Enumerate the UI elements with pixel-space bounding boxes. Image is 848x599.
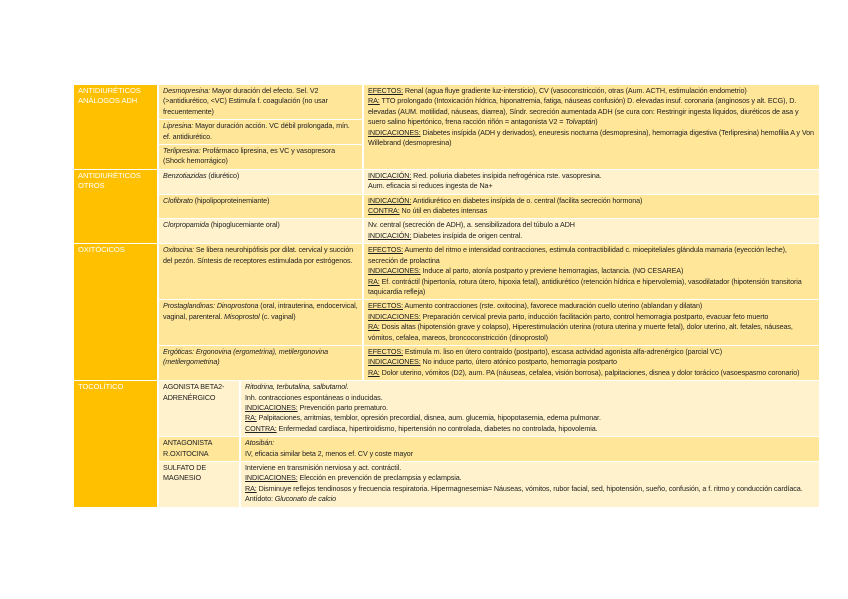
text-segment: Se libera neurohipófisis por dilat. cervical y succión del pezón. Síntesis de receptores estimulada por estrógenos. — [163, 245, 354, 265]
section-label: EFECTOS: — [368, 245, 404, 255]
text-line — [163, 301, 358, 322]
text-segment: Mayor duración acción. VC débil prolongada, mín. ef. antidiurético. — [163, 121, 350, 141]
text-line — [368, 368, 815, 378]
text-segment: Gluconato de calcio — [274, 494, 337, 504]
section-label: INDICACIONES: — [368, 266, 421, 276]
category-label: ANTIDIURÉTICOS ANÁLOGOS ADH — [78, 86, 141, 106]
text-segment: No induce parto, útero atónico postparto, hemorragia postparto — [420, 357, 617, 367]
text-segment: Dosis altas (hipotensión grave y colapso), Hiperestimulación uterina (rotura uterina y muerte fetal), dolor uterino, alt. fetales, náuseas, vómitos, cefalea, mareos, broncoconstricción (dinoprostol) — [368, 322, 793, 342]
text-line — [163, 121, 358, 142]
drug-cell — [159, 195, 362, 219]
text-segment: Terlipresina: — [163, 146, 201, 156]
table-row — [74, 170, 819, 194]
drug-cell — [159, 346, 362, 380]
section-label: RA: — [245, 483, 257, 493]
drug-cell — [159, 120, 362, 144]
detail-cell — [241, 381, 819, 436]
text-segment: Elección en prevención de preclampsia y eclampsia. — [297, 473, 462, 483]
section-label: RA: — [368, 322, 380, 332]
text-line — [163, 196, 358, 206]
text-line — [368, 171, 815, 181]
text-segment: Antidiurético en diabetes insípida de o. central (facilita secreción hormona) — [411, 195, 643, 205]
text-segment: Aumento del ritmo e intensidad contracciones, estimula contractibilidad c. mioepiteliales glándula mamaria (eyección leche), secreción de prolactina — [368, 245, 787, 265]
text-line — [163, 463, 235, 484]
text-segment: Prevención parto prematuro. — [297, 402, 388, 412]
text-segment: Clofibrato — [163, 195, 193, 205]
text-segment: Renal (agua fluye gradiente luz-intersticio), CV (vasoconstricción, otras (Aum. ACTH, estimulación endometrio) — [403, 86, 747, 95]
detail-cell — [364, 244, 819, 299]
section-label: INDICACIONES: — [368, 127, 421, 137]
drug-cell — [159, 244, 362, 299]
text-line — [163, 438, 235, 459]
text-line — [163, 382, 235, 403]
drug-cell — [159, 145, 362, 169]
text-line — [368, 357, 815, 367]
text-segment: Misoprostol — [224, 311, 260, 321]
text-segment: No útil en diabetes intensas — [399, 206, 488, 216]
section-label: EFECTOS: — [368, 86, 404, 95]
text-line — [368, 245, 815, 266]
subcategory-cell — [159, 437, 239, 461]
section-label: RA: — [245, 413, 257, 423]
section-label: RA: — [368, 96, 380, 106]
text-segment: Ef. contráctil (hipertonía, rotura útero, hipoxia fetal), antidiurético (retención hídrica e hipervolemia), vasodilatador (hipotensión transitoria taquicardia refleja) — [368, 276, 802, 296]
text-segment: Tolvaptán — [565, 117, 596, 127]
detail-cell — [364, 219, 819, 243]
text-segment: Diabetes insípida (ADH y derivados), eneuresis nocturna (desmopresina), hemorragia digestiva (Terlipresina) hemofilia A y Von Willebrand (desmopresina) — [368, 127, 814, 148]
detail-cell — [364, 85, 819, 169]
text-segment: Prostaglandinas: Dinoprostona — [163, 301, 259, 311]
text-segment: Aumento contracciones (rste. oxitocina), favorece maduración cuello uterino (ablandan y dilatan) — [403, 301, 703, 311]
text-line — [368, 312, 815, 322]
text-line — [245, 484, 815, 505]
text-segment: (hipoglucemiante oral) — [208, 220, 280, 230]
text-segment: Interviene en transmisión nerviosa y act. contráctil. — [245, 463, 402, 472]
drug-cell — [159, 170, 362, 194]
text-line — [163, 245, 358, 266]
table-row — [74, 219, 819, 243]
text-segment: Desmopresina: — [163, 86, 211, 95]
section-label: INDICACIONES: — [368, 311, 421, 321]
text-segment: Lipresina: — [163, 121, 194, 131]
section-label: RA: — [368, 276, 380, 286]
text-segment: Estimula m. liso en útero contraído (postparto), escasa actividad agonista alfa-adrenérgico (parcial VC) — [403, 346, 723, 356]
detail-cell — [241, 437, 819, 461]
table-row — [74, 195, 819, 219]
category-cell — [74, 244, 157, 380]
text-segment: Ergóticas: Ergonovina (ergometrina), metilergonovina (metilergometrina) — [163, 346, 328, 367]
section-label: CONTRA: — [368, 206, 400, 216]
text-line — [245, 393, 815, 403]
text-line — [368, 220, 815, 230]
text-segment: IV, eficacia similar beta 2, menos ef. CV y coste mayor — [245, 448, 414, 458]
text-segment: Induce al parto, atonía postparto y previene hemorragias, lactancia. (NO CESAREA) — [420, 266, 684, 276]
subcategory-cell — [159, 462, 239, 507]
text-segment: TTO prolongado (Intoxicación hídrica, hiponatremia, fatiga, náuseas confusión) D. elevadas insuf. coronaria (anginosos y alt. ECG), D. elevadas (AUM. motilidad, náuseas, diarrea), Síndr. secreción aumentada ADH (se cura con: Restringir ingesta líquidos, diuréticos de asa y suero salino hipertónico, frena racción riñón = antagonista V2 = — [368, 96, 799, 127]
text-segment: ) — [595, 117, 598, 127]
table-row — [74, 244, 819, 299]
drug-cell — [159, 219, 362, 243]
text-segment: Profármaco lipresina, es VC y vasopresora (Shock hemorrágico) — [163, 146, 336, 166]
text-line — [368, 86, 815, 96]
text-line — [368, 322, 815, 343]
text-segment: Disminuye reflejos tendinosos y frecuencia respiratoria. Hipermagnesemia= Náuseas, vómitos, rubor facial, sed, hipotensión, sueño, confusión, a f. ritmo y conducción cardíaca. Antídoto: — [245, 483, 803, 504]
text-segment: Palpitaciones, arritmias, temblor, opresión precordial, disnea, aum. glucemia, hipopotasemia, edema pulmonar. — [256, 413, 601, 423]
table-row — [74, 437, 819, 461]
text-segment: (c. vaginal) — [259, 311, 296, 321]
text-line — [368, 128, 815, 149]
text-segment: (hipolipoproteinemiante) — [192, 195, 270, 205]
text-line — [368, 96, 815, 127]
table-row — [74, 85, 819, 119]
text-segment: SULFATO DE MAGNESIO — [163, 463, 207, 483]
text-line — [163, 146, 358, 167]
text-line — [163, 220, 358, 230]
text-line — [245, 438, 815, 448]
text-line — [368, 206, 815, 216]
detail-cell — [364, 195, 819, 219]
table-row — [74, 300, 819, 345]
drug-cell — [159, 300, 362, 345]
text-line — [245, 413, 815, 423]
text-line — [245, 424, 815, 434]
text-segment: (oral, intrauterina, endocervical, vaginal, parenteral. — [163, 301, 358, 321]
detail-cell — [364, 170, 819, 194]
section-label: CONTRA: — [245, 423, 277, 433]
text-line — [245, 403, 815, 413]
category-cell — [74, 85, 157, 169]
text-segment: Atosibán: — [245, 438, 275, 448]
section-label: INDICACIÓN: — [368, 230, 412, 240]
text-segment: Benzotiazidas — [163, 170, 207, 180]
text-line — [368, 347, 815, 357]
category-cell — [74, 381, 157, 506]
text-segment: Red. poliuria diabetes insípida nefrogénica rste. vasopresina. — [411, 170, 602, 180]
text-segment: Preparación cervical previa parto, inducción facilitación parto, control hemorragia postparto, evacuar feto muerto — [420, 311, 769, 321]
text-line — [163, 347, 358, 368]
drug-cell — [159, 85, 362, 119]
detail-cell — [241, 462, 819, 507]
text-segment: Nv. central (secreción de ADH), a. sensibilizadora del túbulo a ADH — [368, 220, 575, 230]
section-label: EFECTOS: — [368, 301, 404, 311]
table-row — [74, 381, 819, 436]
text-segment: Mayor duración del efecto. Sel. V2 (>antidiurético, <VC) Estimula f. coagulación (no usar frecuentemente) — [163, 86, 328, 116]
section-label: INDICACIONES: — [245, 402, 298, 412]
text-line — [368, 277, 815, 298]
text-line — [245, 449, 815, 459]
section-label: INDICACIÓN: — [368, 195, 412, 205]
text-segment: Aum. eficacia si reduces ingesta de Na+ — [368, 181, 493, 191]
text-segment: ANTAGONISTA R.OXITOCINA — [163, 438, 212, 458]
text-segment: Dolor uterino, vómitos (D2), aum. PA (náuseas, cefalea, visión borrosa), palpitaciones, disnea y dolor torácico (vasoespasmo coronario) — [379, 367, 800, 377]
section-label: INDICACIONES: — [245, 473, 298, 483]
text-line — [163, 86, 358, 117]
section-label: RA: — [368, 367, 380, 377]
table-row — [74, 346, 819, 380]
category-cell — [74, 170, 157, 243]
text-line — [245, 473, 815, 483]
text-line — [368, 196, 815, 206]
drug-table — [72, 84, 821, 508]
drug-table-body — [74, 85, 819, 507]
text-line — [163, 171, 358, 181]
table-row — [74, 462, 819, 507]
section-label: INDICACIÓN: — [368, 170, 412, 180]
text-segment: Diabetes insípida de origen central. — [411, 230, 523, 240]
subcategory-cell — [159, 381, 239, 436]
text-line — [368, 181, 815, 191]
section-label: INDICACIONES: — [368, 357, 421, 367]
text-line — [368, 231, 815, 241]
text-segment: Oxitocina: — [163, 245, 194, 255]
text-segment: (diurético) — [206, 170, 240, 180]
category-label: TOCOLÍTICO — [78, 382, 124, 392]
category-label: ANTIDIURÉTICOS OTROS — [78, 170, 141, 191]
text-segment: Ritodrina, terbutalina, salbutamol. — [245, 382, 349, 392]
section-label: EFECTOS: — [368, 346, 404, 356]
text-segment: Enfermedad cardíaca, hipertiroidismo, hipertensión no controlada, diabetes no controlada, hipovolemia. — [276, 423, 598, 433]
category-label: OXITÓCICOS — [78, 245, 125, 255]
text-line — [245, 463, 815, 473]
detail-cell — [364, 346, 819, 380]
text-segment: Inh. contracciones espontáneas o inducidas. — [245, 392, 383, 402]
text-line — [368, 266, 815, 276]
text-segment: AGONISTA BETA2-ADRENÉRGICO — [163, 382, 225, 402]
text-segment: Clorpropamida — [163, 220, 209, 230]
text-line — [368, 301, 815, 311]
text-line — [245, 382, 815, 392]
detail-cell — [364, 300, 819, 345]
